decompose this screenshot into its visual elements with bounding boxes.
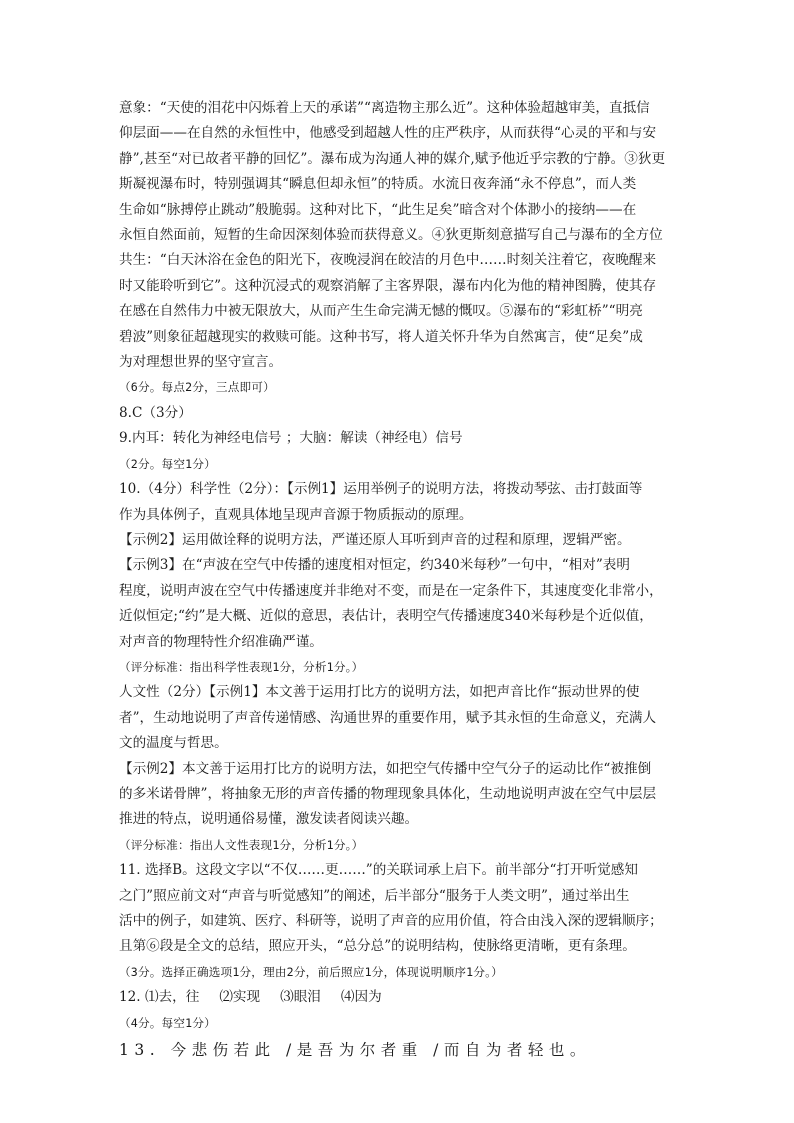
text-line: （4分。每空1分） [119,1015,216,1030]
text-line: 斯凝视瀑布时，特别强调其“瞬息但却永恒”的特质。水流日夜奔涌“永不停息”，而人类 [119,176,637,193]
text-line: 【示例2】本文善于运用打比方的说明方法，如把空气传播中空气分子的运动比作“被推倒 [119,760,652,777]
answer-paragraph [119,477,679,528]
text-line: 仰层面——在自然的永恒性中，他感受到超越人性的庄严秩序，从而获得“心灵的平和与安 [119,125,657,142]
answer-12-item: ⑷因为 [340,989,382,1006]
text-line: 人文性（2分）【示例1】本文善于运用打比方的说明方法，如把声音比作“振动世界的使 [119,684,640,701]
text-line: 者”，生动地说明了声音传递情感、沟通世界的重要作用，赋予其永恒的生命意义，充满人 [119,709,657,726]
text-line: 为对理想世界的坚守宣言。 [119,354,283,371]
answer-paragraph [119,426,679,451]
text-line: （2分。每空1分） [119,456,216,471]
text-line: 共生：“白天沐浴在金色的阳光下，夜晚浸润在皎洁的月色中……时刻关注着它，夜晚醒来 [119,252,657,269]
text-line: 近似恒定;“约”是大概、近似的意思，表估计，表明空气传播速度340米每秒是个近似值， [119,608,653,625]
text-line: 10.（4分）科学性（2分）：【示例1】运用举例子的说明方法，将拨动琴弦、击打鼓面等 [119,481,643,498]
text-line: 8.C（3分） [119,404,192,421]
answer-13 [119,1038,679,1063]
text-line: （6分。每点2分，三点即可） [119,380,275,395]
answer-12-item: ⑶眼泪 [280,989,321,1006]
answer-paragraph [119,757,679,833]
scoring-note [119,452,679,477]
text-line: 推进的特点，说明通俗易懂，激发读者阅读兴趣。 [119,811,419,828]
answer-12-item: 12. ⑴去，往 [119,989,200,1006]
scoring-note [119,1011,679,1036]
text-line: 永恒自然面前，短暂的生命因深刻体验而获得意义。④狄更斯刻意描写自己与瀑布的全方位 [119,227,663,244]
text-line: 且第⑥段是全文的总结，照应开头，“总分总”的说明结构，使脉络更清晰，更有条理。 [119,938,636,955]
text-line: 意象：“天使的泪花中闪烁着上天的承诺”“离造物主那么近”。这种体验超越审美，直抵信 [119,100,650,116]
text-line: 之门”照应前文对“声音与听觉感知”的阐述，后半部分“服务于人类文明”，通过举出生 [119,887,630,904]
text-line: 作为具体例子，直观具体地呈现声音源于物质振动的原理。 [119,506,473,523]
text-line: 对声音的物理特性介绍准确严谨。 [119,633,323,650]
answer-paragraph [119,401,679,426]
text-line: 活中的例子，如建筑、医疗、科研等，说明了声音的应用价值，符合由浅入深的逻辑顺序； [119,913,663,929]
answer-paragraph [119,528,679,553]
answer-12-item: ⑵实现 [219,989,261,1006]
scoring-note [119,655,679,680]
text-line: （3分。选择正确选项1分，理由2分，前后照应1分，体现说明顺序1分。） [119,964,503,979]
answer-paragraph [119,96,679,375]
answer-paragraph [119,858,679,960]
answer-paragraph [119,680,679,756]
text-line: 【示例3】在“声波在空气中传播的速度相对恒定，约340米每秒”一句中，“相对”表明 [119,557,630,574]
text-line: 碧波”则象征超越现实的救赎可能。这种书写，将人道关怀升华为自然寓言，使“足矣”成 [119,328,643,345]
text-line: 生命如“脉搏停止跳动”般脆弱。这种对比下，“此生足矣”暗含对个体渺小的接纳——在 [119,201,637,218]
text-line: 【示例2】运用做诠释的说明方法，严谨还原人耳听到声音的过程和原理，逻辑严密。 [119,531,631,548]
text-line: 9.内耳：转化为神经电信号 ；大脑：解读（神经电）信号 [119,430,463,447]
scoring-note [119,833,679,858]
text-line: 的多米诺骨牌”，将抽象无形的声音传播的物理现象具体化，生动地说明声波在空气中层层 [119,785,657,802]
answer-paragraph [119,553,679,655]
answer-12 [119,985,679,1010]
text-line: 静”,甚至“对已故者平静的回忆”。瀑布成为沟通人神的媒介,赋予他近乎宗教的宁静。③狄更 [119,150,666,167]
text-line: 文的温度与哲思。 [119,735,228,752]
text-line: 时又能聆听到它”。这种沉浸式的观察消解了主客界限，瀑布内化为他的精神图腾，使其存 [119,277,657,294]
text-line: 程度，说明声波在空气中传播速度并非绝对不变，而是在一定条件下，其速度变化非常小， [119,582,663,599]
scoring-note [119,375,679,400]
text-line: （评分标准：指出人文性表现1分，分析1分。） [119,837,364,852]
text-line: 13. 今悲伤若此 /是吾为尔者重 /而自为者轻也。 [119,1041,591,1060]
text-line: （评分标准：指出科学性表现1分，分析1分。） [119,659,364,674]
answer-sheet [119,96,679,1063]
scoring-note [119,960,679,985]
text-line: 11. 选择B。这段文字以“不仅……更……”的关联词承上启下。前半部分“打开听觉感知 [119,862,638,879]
text-line: 在感在自然伟力中被无限放大，从而产生生命完满无憾的慨叹。⑤瀑布的“彩虹桥”“明亮 [119,303,643,320]
